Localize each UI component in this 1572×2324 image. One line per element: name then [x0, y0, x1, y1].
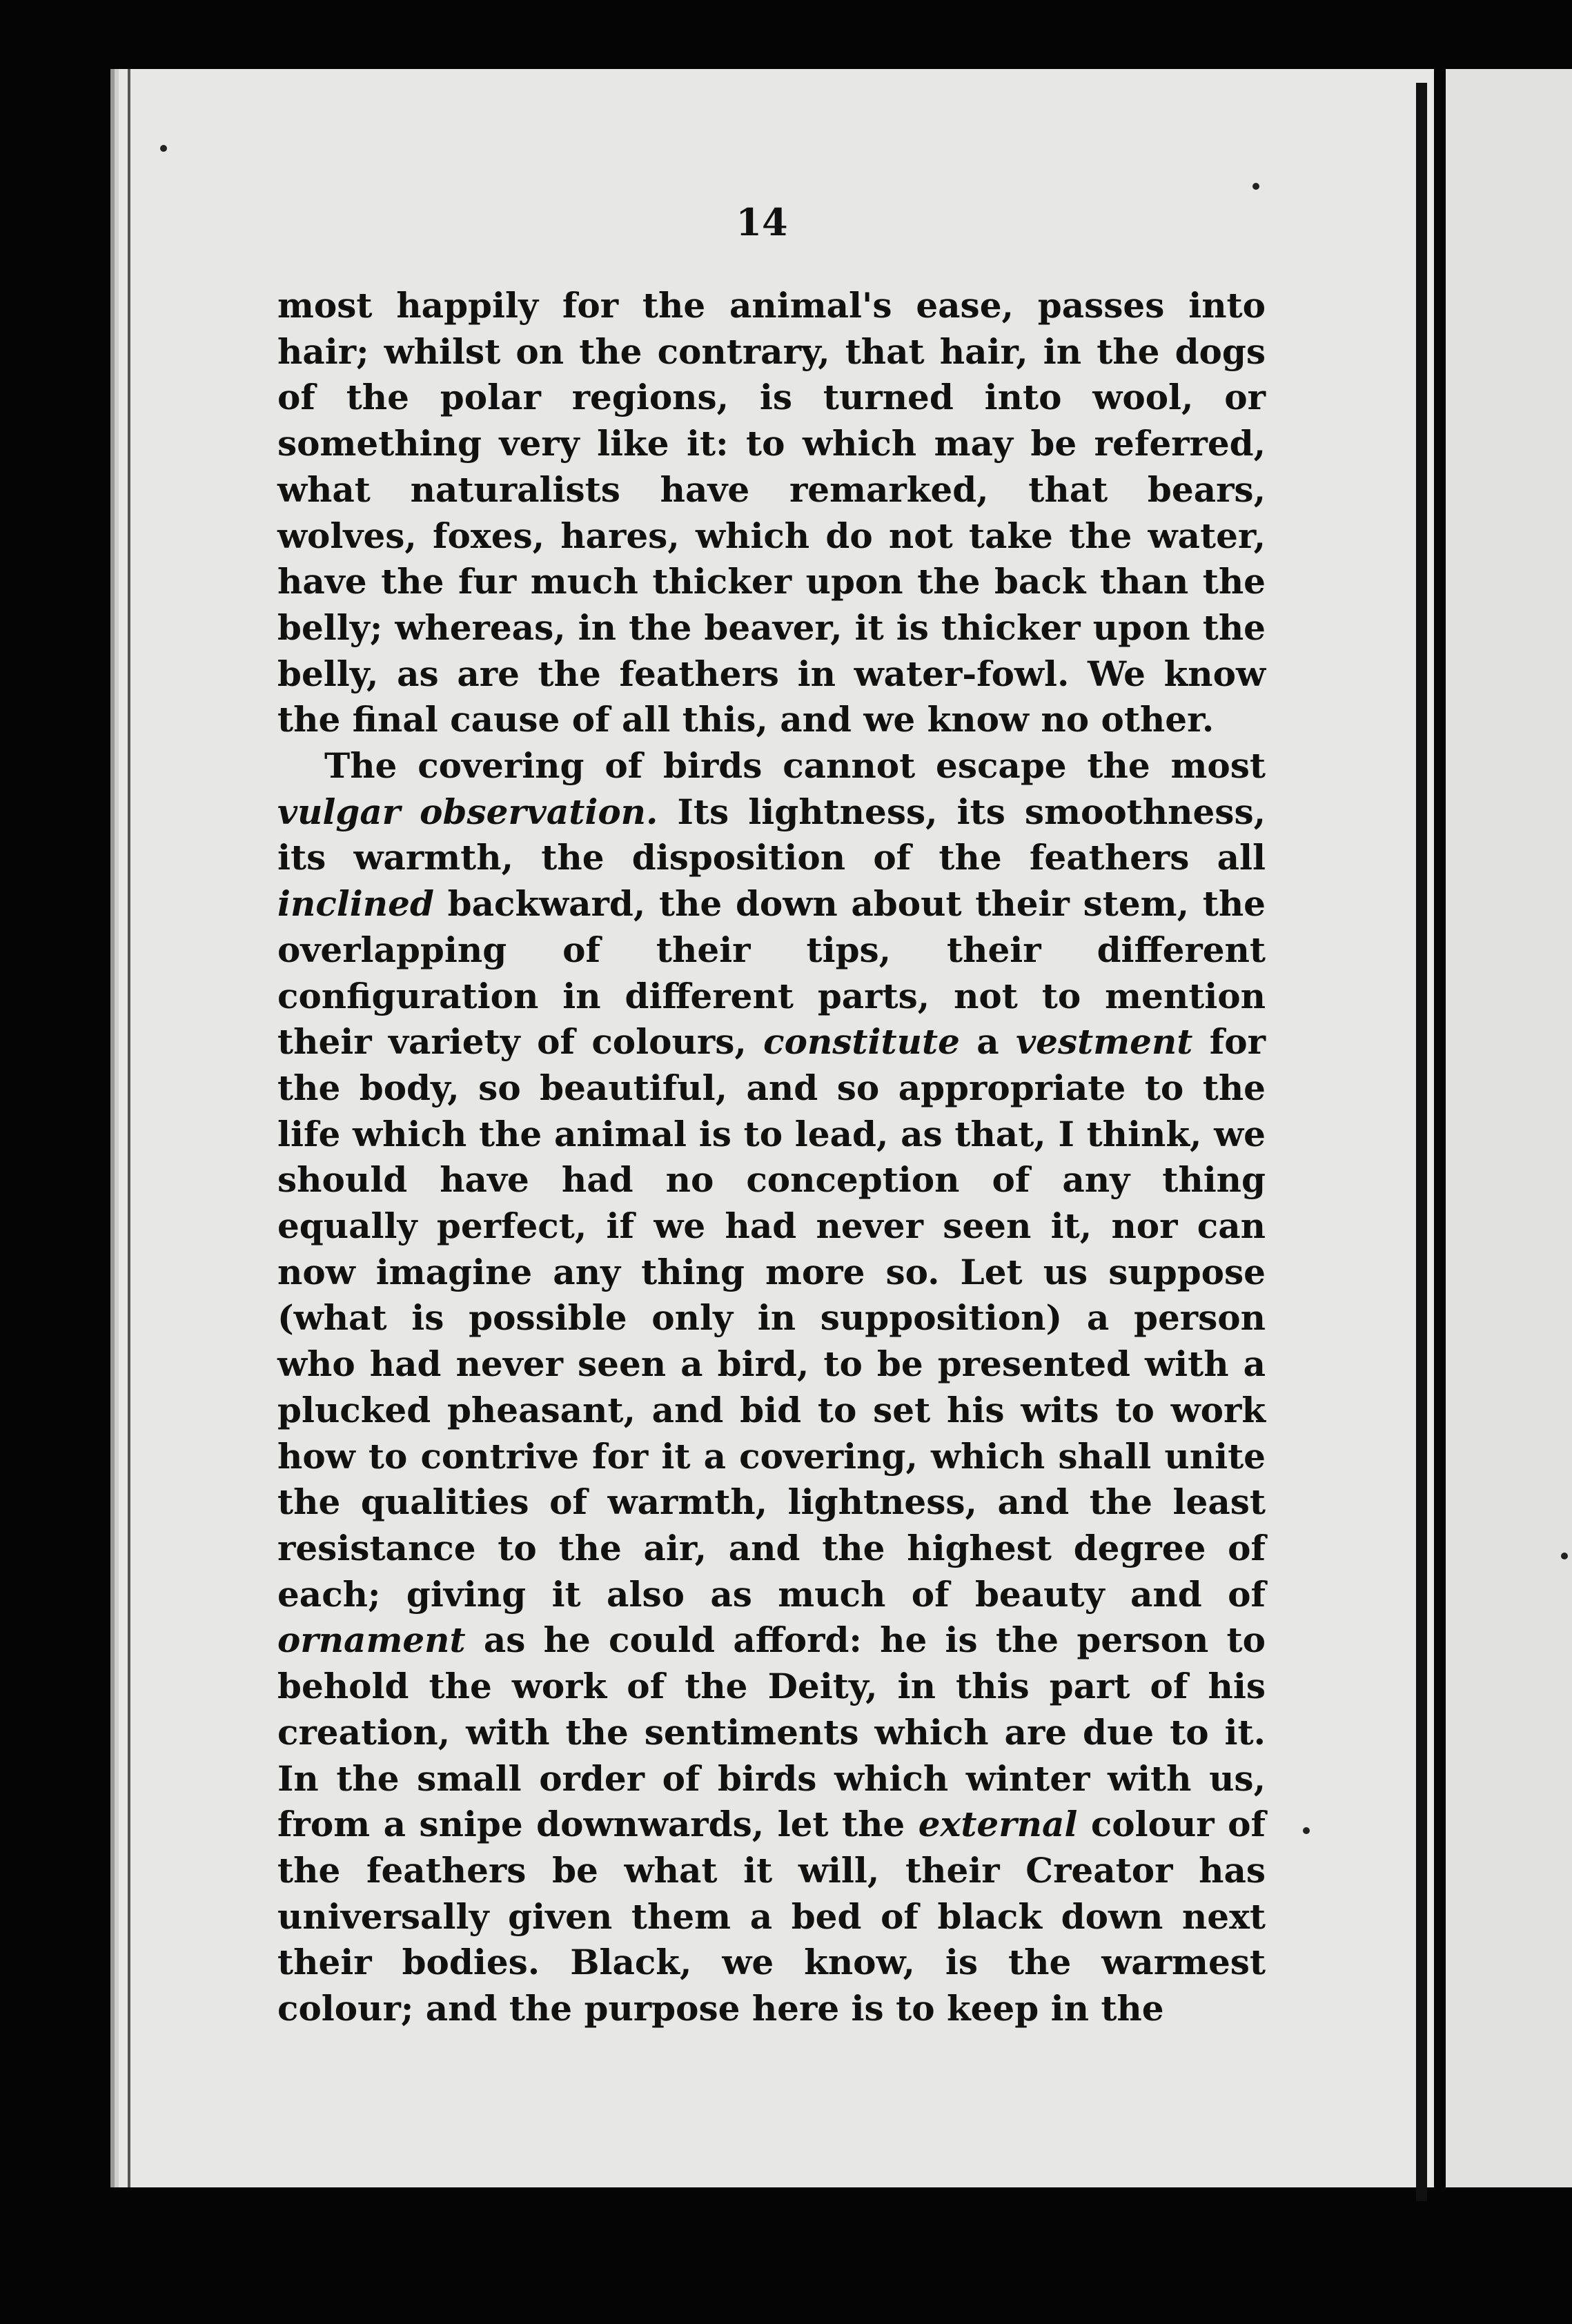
- italic-run: external: [918, 1804, 1078, 1845]
- body-text: [277, 283, 1266, 2032]
- facing-page-edge: [1446, 69, 1572, 2187]
- page-edge-line: [128, 69, 130, 2187]
- paragraph-2: [277, 743, 1266, 2032]
- text-run: Its lightness, its smoothness, its warmth, the disposition of the feathers all: [277, 791, 1266, 878]
- ink-speck: [1303, 1827, 1310, 1834]
- ink-speck: [160, 145, 167, 152]
- text-run: colour of the feathers be what it will, their Creator has universally given them a bed of black down next their bodies. Black, we know, is the warmest colour; and the purpose here is to keep in the: [277, 1804, 1266, 2029]
- binding-gutter: [1416, 83, 1427, 2201]
- italic-run: vestment: [1016, 1021, 1193, 1063]
- italic-run: ornament: [277, 1619, 466, 1661]
- ink-speck: [1561, 1553, 1568, 1559]
- italic-run: constitute: [763, 1021, 960, 1063]
- text-run: The covering of birds cannot escape the most: [324, 745, 1266, 787]
- paragraph-1: most happily for the animal's ease, passes into hair; whilst on the contrary, that hair, in the dogs of the polar regions, is turned into wool, or something very like it: to which may be referred, what naturalists have remarked, that bears, wolves, foxes, hares, which do not take the water, have the fur much thicker upon the back than the belly; whereas, in the beaver, it is thicker upon the belly, as are the feathers in water-fowl. We know the final cause of all this, and we know no other.: [277, 285, 1266, 740]
- italic-run: inclined: [277, 883, 434, 925]
- text-run: backward, the down about their stem, the overlapping of their tips, their different configuration in different parts, not to mention their variety of colours,: [277, 883, 1266, 1063]
- text-run: as he could afford: he is the person to behold the work of the Deity, in this part of his creation, with the sentiments which are due to it. In the small order of birds which winter with us, from a snipe downwards, let the: [277, 1619, 1266, 1845]
- text-run: for the body, so beautiful, and so appropriate to the life which the animal is to lead, as that, I think, we should have had no conception of any thing equally perfect, if we had never seen it, nor can now imagine any thing more so. Let us suppose (what is possible only in supposition) a person who had never seen a bird, to be presented with a plucked pheasant, and bid to set his wits to work how to contrive for it a covering, which shall unite the qualities of warmth, lightness, and the least resistance to the air, and the highest degree of each; giving it also as much of beauty and of: [277, 1021, 1266, 1615]
- text-run: a: [976, 1021, 999, 1063]
- italic-run: vulgar observation.: [277, 791, 658, 832]
- ink-speck: [1252, 183, 1259, 190]
- page-number: 14: [736, 200, 788, 244]
